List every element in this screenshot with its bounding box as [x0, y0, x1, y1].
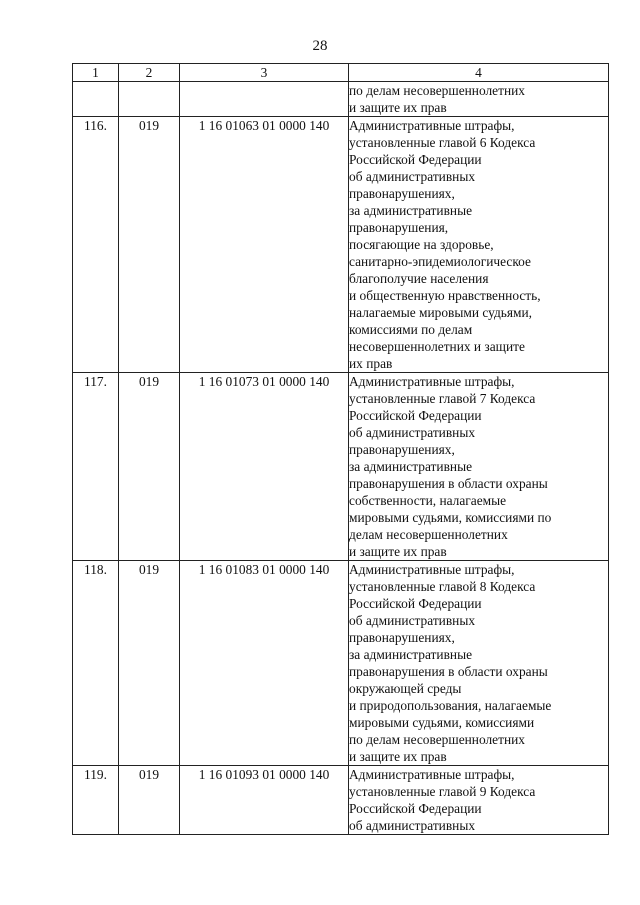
- description-line: делам несовершеннолетних: [349, 527, 508, 542]
- description-line: несовершеннолетних и защите: [349, 339, 525, 354]
- description-line: и защите их прав: [349, 100, 447, 115]
- table-row: [73, 117, 609, 373]
- description-line: Российской Федерации: [349, 596, 482, 611]
- description-line: мировыми судьями, комиссиями по: [349, 510, 552, 525]
- description-line: санитарно-эпидемиологическое: [349, 254, 531, 269]
- description-line: Административные штрафы,: [349, 562, 515, 577]
- admin-code: 019: [119, 561, 180, 766]
- revenue-description: [349, 117, 609, 373]
- description-line: правонарушениях,: [349, 186, 455, 201]
- budget-classification-code: 1 16 01083 01 0000 140: [180, 561, 349, 766]
- description-line: собственности, налагаемые: [349, 493, 507, 508]
- column-header: 4: [349, 64, 609, 82]
- revenue-description: [349, 766, 609, 835]
- description-line: за административные: [349, 203, 473, 218]
- revenue-description: [349, 82, 609, 117]
- description-line: и природопользования, налагаемые: [349, 698, 552, 713]
- row-number: 118.: [73, 561, 119, 766]
- column-header: 2: [119, 64, 180, 82]
- description-line: об административных: [349, 818, 476, 833]
- description-line: налагаемые мировыми судьями,: [349, 305, 533, 320]
- revenue-description: [349, 373, 609, 561]
- description-line: правонарушениях,: [349, 442, 455, 457]
- description-line: Административные штрафы,: [349, 118, 515, 133]
- description-line: и защите их прав: [349, 749, 447, 764]
- admin-code: 019: [119, 373, 180, 561]
- description-line: правонарушения,: [349, 220, 449, 235]
- description-line: по делам несовершеннолетних: [349, 732, 525, 747]
- description-line: за административные: [349, 647, 473, 662]
- table-body: [73, 82, 609, 835]
- description-line: мировыми судьями, комиссиями: [349, 715, 535, 730]
- description-line: благополучие населения: [349, 271, 489, 286]
- admin-code: [119, 82, 180, 117]
- description-line: и защите их прав: [349, 544, 447, 559]
- description-line: установленные главой 6 Кодекса: [349, 135, 536, 150]
- description-line: установленные главой 8 Кодекса: [349, 579, 536, 594]
- description-line: Российской Федерации: [349, 801, 482, 816]
- admin-code: 019: [119, 766, 180, 835]
- row-number: 117.: [73, 373, 119, 561]
- budget-classification-code: 1 16 01093 01 0000 140: [180, 766, 349, 835]
- description-line: и общественную нравственность,: [349, 288, 541, 303]
- row-number: 116.: [73, 117, 119, 373]
- description-line: правонарушения в области охраны: [349, 664, 548, 679]
- table-row: [73, 373, 609, 561]
- admin-code: 019: [119, 117, 180, 373]
- description-line: правонарушения в области охраны: [349, 476, 548, 491]
- description-line: комиссиями по делам: [349, 322, 473, 337]
- description-line: об административных: [349, 425, 476, 440]
- description-line: за административные: [349, 459, 473, 474]
- description-line: установленные главой 9 Кодекса: [349, 784, 536, 799]
- description-line: по делам несовершеннолетних: [349, 83, 525, 98]
- table-header-row: [73, 64, 609, 82]
- description-line: установленные главой 7 Кодекса: [349, 391, 536, 406]
- description-line: правонарушениях,: [349, 630, 455, 645]
- budget-classification-code: 1 16 01063 01 0000 140: [180, 117, 349, 373]
- description-line: Административные штрафы,: [349, 767, 515, 782]
- description-line: об административных: [349, 613, 476, 628]
- revenue-description: [349, 561, 609, 766]
- description-line: их прав: [349, 356, 393, 371]
- description-line: Российской Федерации: [349, 152, 482, 167]
- table-row: [73, 766, 609, 835]
- table-row: [73, 82, 609, 117]
- description-line: Российской Федерации: [349, 408, 482, 423]
- table-row: [73, 561, 609, 766]
- budget-classification-code: [180, 82, 349, 117]
- row-number: 119.: [73, 766, 119, 835]
- description-line: об административных: [349, 169, 476, 184]
- description-line: окружающей среды: [349, 681, 462, 696]
- budget-codes-table: [72, 63, 609, 835]
- row-number: [73, 82, 119, 117]
- page-number: 28: [312, 38, 328, 54]
- budget-classification-code: 1 16 01073 01 0000 140: [180, 373, 349, 561]
- column-header: 1: [73, 64, 119, 82]
- column-header: 3: [180, 64, 349, 82]
- description-line: посягающие на здоровье,: [349, 237, 494, 252]
- description-line: Административные штрафы,: [349, 374, 515, 389]
